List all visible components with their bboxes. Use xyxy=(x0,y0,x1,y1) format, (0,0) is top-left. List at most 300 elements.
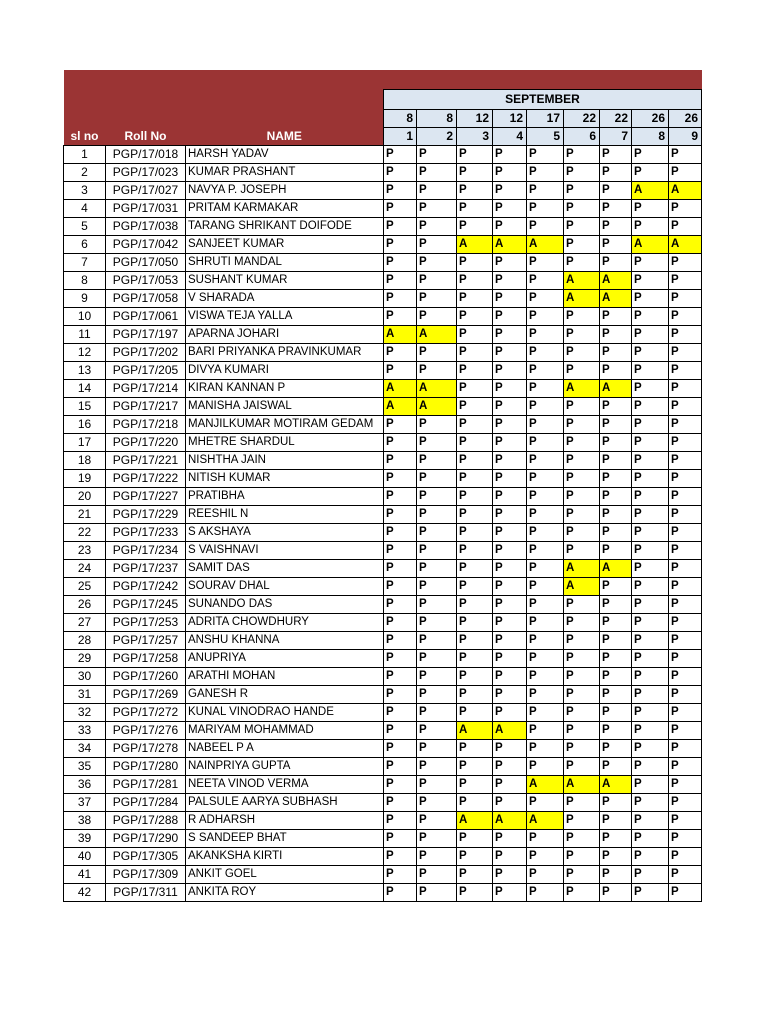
attendance-cell: P xyxy=(600,487,632,505)
attendance-cell: P xyxy=(493,667,527,685)
roll-number-cell: PGP/17/284 xyxy=(106,793,186,811)
attendance-cell: P xyxy=(384,289,417,307)
attendance-cell: P xyxy=(527,703,564,721)
attendance-cell: P xyxy=(384,847,417,865)
attendance-cell: P xyxy=(600,613,632,631)
attendance-cell: P xyxy=(564,451,600,469)
date-header-cell: 12 xyxy=(457,109,493,127)
attendance-cell: P xyxy=(417,595,457,613)
attendance-cell: P xyxy=(632,163,669,181)
attendance-cell: P xyxy=(632,595,669,613)
serial-number-cell: 38 xyxy=(64,811,106,829)
attendance-cell: P xyxy=(493,541,527,559)
attendance-cell: A xyxy=(669,181,702,199)
attendance-cell: P xyxy=(600,505,632,523)
attendance-cell: P xyxy=(417,703,457,721)
attendance-cell: P xyxy=(632,721,669,739)
roll-number-cell: PGP/17/031 xyxy=(106,199,186,217)
student-name-cell: BARI PRIYANKA PRAVINKUMAR xyxy=(186,343,384,361)
serial-number-cell: 11 xyxy=(64,325,106,343)
roll-number-cell: PGP/17/217 xyxy=(106,397,186,415)
table-row xyxy=(64,325,702,343)
attendance-cell: P xyxy=(632,703,669,721)
attendance-cell: A xyxy=(384,379,417,397)
attendance-cell: P xyxy=(493,685,527,703)
table-row xyxy=(64,865,702,883)
attendance-cell: P xyxy=(600,865,632,883)
attendance-cell: P xyxy=(632,487,669,505)
attendance-cell: A xyxy=(527,775,564,793)
roll-number-cell: PGP/17/229 xyxy=(106,505,186,523)
attendance-cell: P xyxy=(632,343,669,361)
attendance-cell: P xyxy=(632,865,669,883)
column-header-sl-no: sl no xyxy=(64,127,106,145)
attendance-cell: P xyxy=(527,397,564,415)
student-name-cell: NEETA VINOD VERMA xyxy=(186,775,384,793)
attendance-cell: P xyxy=(457,613,493,631)
attendance-cell: P xyxy=(527,793,564,811)
attendance-cell: P xyxy=(457,397,493,415)
attendance-table xyxy=(63,70,702,902)
roll-number-cell: PGP/17/245 xyxy=(106,595,186,613)
serial-number-cell: 31 xyxy=(64,685,106,703)
attendance-cell: A xyxy=(564,577,600,595)
attendance-cell: P xyxy=(600,847,632,865)
attendance-cell: P xyxy=(384,883,417,901)
roll-number-cell: PGP/17/311 xyxy=(106,883,186,901)
attendance-cell: P xyxy=(527,415,564,433)
attendance-cell: P xyxy=(600,307,632,325)
attendance-cell: P xyxy=(669,865,702,883)
serial-number-cell: 4 xyxy=(64,199,106,217)
attendance-cell: P xyxy=(564,181,600,199)
attendance-cell: P xyxy=(600,703,632,721)
table-row xyxy=(64,613,702,631)
attendance-cell: P xyxy=(527,181,564,199)
attendance-cell: P xyxy=(600,469,632,487)
student-name-cell: NAINPRIYA GUPTA xyxy=(186,757,384,775)
serial-number-cell: 21 xyxy=(64,505,106,523)
attendance-cell: P xyxy=(632,649,669,667)
student-name-cell: GANESH R xyxy=(186,685,384,703)
attendance-cell: P xyxy=(600,163,632,181)
attendance-cell: P xyxy=(632,739,669,757)
attendance-cell: A xyxy=(457,235,493,253)
attendance-cell: P xyxy=(669,451,702,469)
attendance-cell: P xyxy=(632,847,669,865)
attendance-cell: P xyxy=(384,667,417,685)
attendance-cell: P xyxy=(600,451,632,469)
attendance-cell: P xyxy=(384,811,417,829)
attendance-cell: A xyxy=(669,235,702,253)
attendance-cell: P xyxy=(417,793,457,811)
attendance-cell: P xyxy=(564,253,600,271)
session-number-cell: 2 xyxy=(417,127,457,145)
roll-number-cell: PGP/17/227 xyxy=(106,487,186,505)
attendance-cell: P xyxy=(632,325,669,343)
attendance-cell: P xyxy=(384,505,417,523)
table-row xyxy=(64,541,702,559)
attendance-cell: P xyxy=(457,271,493,289)
attendance-cell: P xyxy=(632,469,669,487)
attendance-cell: P xyxy=(417,865,457,883)
student-name-cell: HARSH YADAV xyxy=(186,145,384,163)
attendance-cell: P xyxy=(564,469,600,487)
attendance-cell: P xyxy=(564,703,600,721)
roll-number-cell: PGP/17/197 xyxy=(106,325,186,343)
attendance-cell: P xyxy=(564,343,600,361)
attendance-cell: P xyxy=(564,145,600,163)
attendance-cell: P xyxy=(527,721,564,739)
serial-number-cell: 32 xyxy=(64,703,106,721)
attendance-cell: P xyxy=(669,613,702,631)
attendance-cell: P xyxy=(564,685,600,703)
serial-number-cell: 2 xyxy=(64,163,106,181)
table-row xyxy=(64,235,702,253)
attendance-cell: P xyxy=(669,307,702,325)
attendance-cell: P xyxy=(600,361,632,379)
serial-number-cell: 12 xyxy=(64,343,106,361)
attendance-cell: P xyxy=(417,649,457,667)
serial-number-cell: 13 xyxy=(64,361,106,379)
attendance-cell: P xyxy=(493,595,527,613)
attendance-cell: P xyxy=(669,523,702,541)
attendance-cell: P xyxy=(527,451,564,469)
attendance-cell: P xyxy=(493,271,527,289)
table-row xyxy=(64,577,702,595)
attendance-cell: P xyxy=(493,415,527,433)
table-row xyxy=(64,163,702,181)
attendance-cell: P xyxy=(527,469,564,487)
attendance-cell: A xyxy=(384,325,417,343)
attendance-cell: P xyxy=(564,505,600,523)
month-header: SEPTEMBER xyxy=(384,89,702,109)
attendance-cell: P xyxy=(632,397,669,415)
attendance-cell: P xyxy=(457,739,493,757)
attendance-cell: P xyxy=(600,793,632,811)
attendance-cell: P xyxy=(417,541,457,559)
attendance-cell: P xyxy=(384,523,417,541)
roll-number-cell: PGP/17/237 xyxy=(106,559,186,577)
attendance-cell: P xyxy=(600,595,632,613)
attendance-cell: P xyxy=(493,217,527,235)
table-row xyxy=(64,271,702,289)
roll-number-cell: PGP/17/269 xyxy=(106,685,186,703)
table-row xyxy=(64,505,702,523)
attendance-cell: P xyxy=(564,361,600,379)
attendance-cell: P xyxy=(493,793,527,811)
attendance-cell: P xyxy=(669,667,702,685)
attendance-cell: P xyxy=(527,757,564,775)
attendance-cell: P xyxy=(600,397,632,415)
attendance-cell: P xyxy=(600,649,632,667)
attendance-cell: P xyxy=(384,487,417,505)
roll-number-cell: PGP/17/257 xyxy=(106,631,186,649)
roll-number-cell: PGP/17/253 xyxy=(106,613,186,631)
attendance-cell: P xyxy=(564,649,600,667)
attendance-cell: P xyxy=(417,631,457,649)
serial-number-cell: 10 xyxy=(64,307,106,325)
attendance-cell: A xyxy=(632,235,669,253)
attendance-cell: P xyxy=(527,217,564,235)
attendance-cell: A xyxy=(600,271,632,289)
student-name-cell: VISWA TEJA YALLA xyxy=(186,307,384,325)
attendance-cell: P xyxy=(417,145,457,163)
attendance-cell: P xyxy=(564,199,600,217)
attendance-cell: A xyxy=(600,559,632,577)
attendance-cell: P xyxy=(564,757,600,775)
attendance-cell: P xyxy=(669,595,702,613)
attendance-cell: P xyxy=(564,541,600,559)
attendance-cell: P xyxy=(493,469,527,487)
attendance-cell: P xyxy=(669,739,702,757)
serial-number-cell: 24 xyxy=(64,559,106,577)
attendance-cell: A xyxy=(600,289,632,307)
roll-number-cell: PGP/17/272 xyxy=(106,703,186,721)
attendance-cell: P xyxy=(669,379,702,397)
attendance-cell: A xyxy=(493,721,527,739)
date-header-cell: 17 xyxy=(527,109,564,127)
attendance-cell: P xyxy=(527,163,564,181)
attendance-cell: P xyxy=(669,487,702,505)
attendance-cell: P xyxy=(417,829,457,847)
attendance-cell: P xyxy=(669,685,702,703)
attendance-cell: P xyxy=(384,199,417,217)
attendance-cell: P xyxy=(417,667,457,685)
attendance-cell: P xyxy=(417,847,457,865)
attendance-cell: P xyxy=(632,415,669,433)
serial-number-cell: 37 xyxy=(64,793,106,811)
attendance-cell: P xyxy=(417,181,457,199)
attendance-cell: P xyxy=(669,775,702,793)
attendance-cell: P xyxy=(632,793,669,811)
attendance-cell: P xyxy=(457,343,493,361)
attendance-cell: P xyxy=(457,361,493,379)
attendance-cell: A xyxy=(457,721,493,739)
serial-number-cell: 14 xyxy=(64,379,106,397)
student-name-cell: NITISH KUMAR xyxy=(186,469,384,487)
attendance-cell: P xyxy=(669,343,702,361)
attendance-cell: A xyxy=(384,397,417,415)
student-name-cell: V SHARADA xyxy=(186,289,384,307)
attendance-cell: A xyxy=(564,559,600,577)
attendance-cell: P xyxy=(457,451,493,469)
header-spacer-name xyxy=(186,89,384,109)
attendance-cell: P xyxy=(527,145,564,163)
attendance-cell: P xyxy=(632,667,669,685)
header-spacer-name2 xyxy=(186,109,384,127)
roll-number-cell: PGP/17/276 xyxy=(106,721,186,739)
student-name-cell: REESHIL N xyxy=(186,505,384,523)
table-row xyxy=(64,451,702,469)
serial-number-cell: 40 xyxy=(64,847,106,865)
attendance-cell: P xyxy=(527,361,564,379)
attendance-cell: P xyxy=(493,613,527,631)
attendance-cell: P xyxy=(527,289,564,307)
serial-number-cell: 41 xyxy=(64,865,106,883)
column-header-roll-no: Roll No xyxy=(106,127,186,145)
attendance-cell: P xyxy=(669,145,702,163)
attendance-cell: P xyxy=(384,739,417,757)
attendance-cell: P xyxy=(600,685,632,703)
attendance-cell: P xyxy=(564,235,600,253)
attendance-cell: P xyxy=(493,163,527,181)
attendance-cell: P xyxy=(564,793,600,811)
attendance-cell: P xyxy=(669,163,702,181)
attendance-cell: P xyxy=(493,199,527,217)
attendance-cell: P xyxy=(384,253,417,271)
attendance-cell: P xyxy=(417,811,457,829)
serial-number-cell: 23 xyxy=(64,541,106,559)
attendance-cell: P xyxy=(632,883,669,901)
student-name-cell: S AKSHAYA xyxy=(186,523,384,541)
attendance-cell: P xyxy=(384,649,417,667)
attendance-cell: P xyxy=(384,559,417,577)
attendance-cell: P xyxy=(457,487,493,505)
attendance-cell: P xyxy=(669,811,702,829)
attendance-cell: P xyxy=(493,523,527,541)
attendance-cell: P xyxy=(527,667,564,685)
roll-number-cell: PGP/17/290 xyxy=(106,829,186,847)
serial-number-cell: 5 xyxy=(64,217,106,235)
attendance-cell: P xyxy=(564,415,600,433)
attendance-cell: P xyxy=(417,505,457,523)
student-name-cell: PALSULE AARYA SUBHASH xyxy=(186,793,384,811)
attendance-cell: P xyxy=(384,757,417,775)
attendance-cell: P xyxy=(564,631,600,649)
attendance-cell: A xyxy=(527,811,564,829)
attendance-cell: P xyxy=(564,217,600,235)
attendance-cell: P xyxy=(527,577,564,595)
attendance-cell: P xyxy=(600,667,632,685)
attendance-cell: P xyxy=(632,199,669,217)
attendance-cell: P xyxy=(457,199,493,217)
table-row xyxy=(64,595,702,613)
attendance-cell: P xyxy=(384,433,417,451)
attendance-cell: P xyxy=(564,325,600,343)
attendance-cell: P xyxy=(564,163,600,181)
student-name-cell: S VAISHNAVI xyxy=(186,541,384,559)
attendance-cell: P xyxy=(527,883,564,901)
attendance-cell: P xyxy=(384,613,417,631)
attendance-cell: P xyxy=(417,307,457,325)
attendance-cell: P xyxy=(493,505,527,523)
serial-number-cell: 17 xyxy=(64,433,106,451)
student-name-cell: SUNANDO DAS xyxy=(186,595,384,613)
attendance-cell: P xyxy=(493,757,527,775)
attendance-cell: P xyxy=(564,307,600,325)
attendance-cell: P xyxy=(417,235,457,253)
attendance-cell: P xyxy=(527,595,564,613)
attendance-cell: P xyxy=(493,379,527,397)
attendance-cell: P xyxy=(384,865,417,883)
serial-number-cell: 26 xyxy=(64,595,106,613)
table-row xyxy=(64,811,702,829)
attendance-cell: P xyxy=(600,541,632,559)
attendance-cell: P xyxy=(564,721,600,739)
attendance-cell: P xyxy=(669,397,702,415)
attendance-cell: P xyxy=(632,523,669,541)
session-number-cell: 8 xyxy=(632,127,669,145)
serial-number-cell: 25 xyxy=(64,577,106,595)
table-row xyxy=(64,199,702,217)
serial-number-cell: 27 xyxy=(64,613,106,631)
table-row xyxy=(64,145,702,163)
session-number-cell: 1 xyxy=(384,127,417,145)
attendance-cell: P xyxy=(632,253,669,271)
attendance-cell: P xyxy=(384,451,417,469)
table-row xyxy=(64,253,702,271)
attendance-cell: P xyxy=(493,451,527,469)
serial-number-cell: 1 xyxy=(64,145,106,163)
attendance-cell: P xyxy=(417,883,457,901)
attendance-cell: A xyxy=(417,397,457,415)
roll-number-cell: PGP/17/309 xyxy=(106,865,186,883)
attendance-cell: A xyxy=(493,811,527,829)
attendance-cell: P xyxy=(632,829,669,847)
student-name-cell: NABEEL P A xyxy=(186,739,384,757)
attendance-cell: P xyxy=(417,289,457,307)
student-name-cell: SANJEET KUMAR xyxy=(186,235,384,253)
attendance-cell: A xyxy=(564,271,600,289)
table-row xyxy=(64,685,702,703)
attendance-cell: P xyxy=(527,559,564,577)
table-row xyxy=(64,739,702,757)
attendance-cell: P xyxy=(527,865,564,883)
attendance-cell: P xyxy=(457,145,493,163)
attendance-cell: P xyxy=(600,811,632,829)
serial-number-cell: 16 xyxy=(64,415,106,433)
attendance-cell: P xyxy=(632,361,669,379)
attendance-cell: P xyxy=(493,325,527,343)
student-name-cell: ADRITA CHOWDHURY xyxy=(186,613,384,631)
attendance-cell: P xyxy=(493,775,527,793)
student-name-cell: MARIYAM MOHAMMAD xyxy=(186,721,384,739)
attendance-cell: P xyxy=(417,451,457,469)
student-name-cell: MANJILKUMAR MOTIRAM GEDAM xyxy=(186,415,384,433)
date-header-cell: 26 xyxy=(669,109,702,127)
serial-number-cell: 19 xyxy=(64,469,106,487)
attendance-cell: A xyxy=(564,289,600,307)
attendance-cell: P xyxy=(669,649,702,667)
attendance-cell: P xyxy=(493,253,527,271)
table-row xyxy=(64,847,702,865)
attendance-cell: P xyxy=(600,757,632,775)
attendance-cell: A xyxy=(417,325,457,343)
attendance-cell: A xyxy=(632,181,669,199)
attendance-cell: P xyxy=(600,721,632,739)
student-name-cell: APARNA JOHARI xyxy=(186,325,384,343)
attendance-cell: P xyxy=(527,829,564,847)
attendance-cell: P xyxy=(632,613,669,631)
serial-number-cell: 22 xyxy=(64,523,106,541)
attendance-cell: P xyxy=(493,577,527,595)
table-row xyxy=(64,829,702,847)
roll-number-cell: PGP/17/038 xyxy=(106,217,186,235)
attendance-cell: P xyxy=(527,631,564,649)
attendance-cell: P xyxy=(632,271,669,289)
attendance-cell: P xyxy=(384,631,417,649)
roll-number-cell: PGP/17/050 xyxy=(106,253,186,271)
roll-number-cell: PGP/17/023 xyxy=(106,163,186,181)
table-row xyxy=(64,703,702,721)
roll-number-cell: PGP/17/053 xyxy=(106,271,186,289)
roll-number-cell: PGP/17/042 xyxy=(106,235,186,253)
date-header-cell: 22 xyxy=(564,109,600,127)
serial-number-cell: 39 xyxy=(64,829,106,847)
serial-number-cell: 3 xyxy=(64,181,106,199)
attendance-cell: P xyxy=(669,289,702,307)
